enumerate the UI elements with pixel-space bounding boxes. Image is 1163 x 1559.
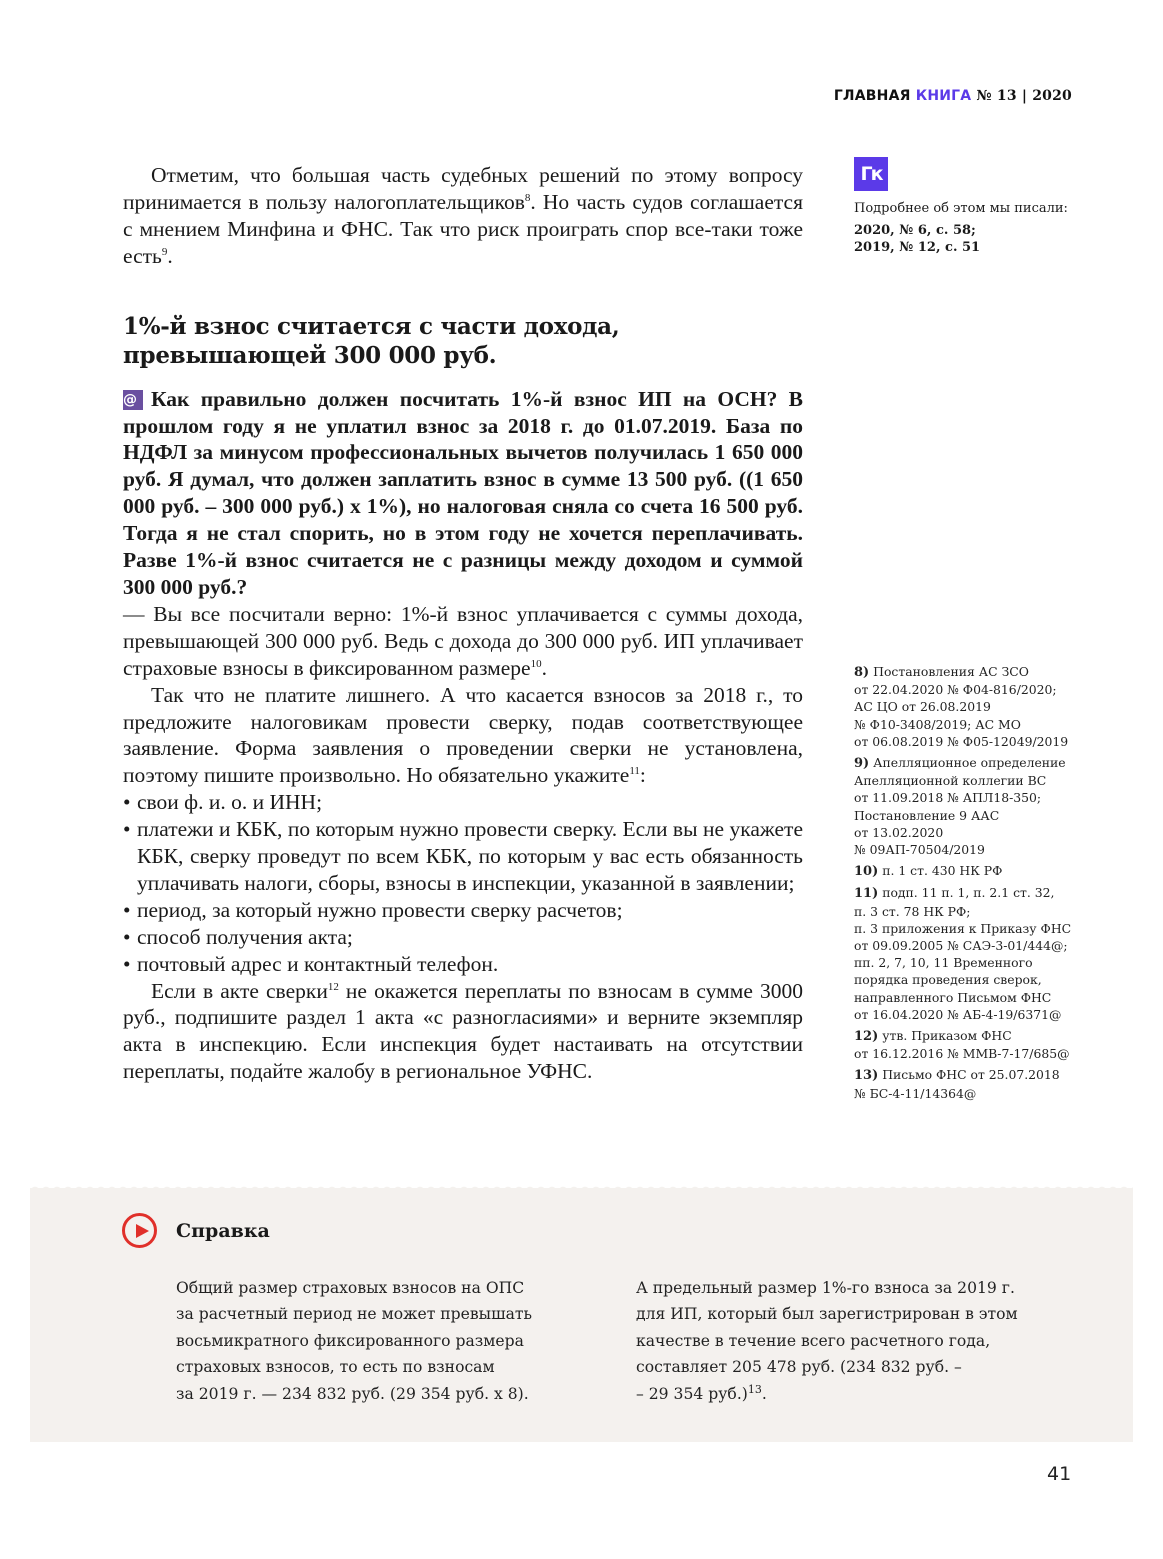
info-column-left [176,1275,576,1407]
footnote-ref[interactable]: 9 [161,245,168,258]
footnote [854,663,1074,750]
final-paragraph [123,978,803,1086]
email-at-icon: @ [123,390,143,410]
paragraph-text: Так что не платите лишнего. А что касается взносов за 2018 г., то предложите налоговикам провести сверку, подав соответствующее заявление. Форма заявления о проведении сверки не установлена, поэтому пишите произвольно. Но обязательно укажите [123,682,803,788]
intro-text: Отметим, что большая часть судебных решений по этому вопросу принимается в пользу налогоплательщиков [123,163,803,214]
paragraph-text: не окажется переплаты по взносам в сумме 3000 руб., подпишите раздел 1 акта «с разногласиями» и верните экземпляр акта в инспекцию. Если инспекция будет настаивать на отсутствии переплаты, подайте жалобу в региональное УФНС. [123,978,803,1084]
info-line-text: . [761,1384,767,1403]
footnote-line: пп. 2, 7, 10, 11 Временного [854,955,1033,971]
brand-name-part1: ГЛАВНАЯ [833,88,911,104]
footnote-line: Апелляционной коллегии ВС [854,773,1047,789]
footnote-line: Постановление 9 ААС [854,807,1000,823]
section-heading [123,312,803,370]
footnote-line: п. 1 ст. 430 НК РФ [882,863,1003,879]
paragraph-text: : [639,763,646,788]
footnote-line: от 09.09.2005 № САЭ-3-01/444@; [854,938,1068,954]
answer-text: . [541,655,547,680]
question-text: Как правильно должен посчитать 1%-й взнос ИП на ОСН? В прошлом году я не уплатил взнос за 2018 г. до 01.07.2019. База по НДФЛ за минусом профессиональных вычетов получилась 1 650 000 руб. Я думал, что должен заплатить взнос в сумме 13 500 руб. ((1 650 000 руб. – 300 000 руб.) х 1%), но налоговая сняла со счета 16 500 руб. Тогда я не стал спорить, но в этом году не хочется переплачивать. Разве 1%-й взнос считается не с разницы между доходом и суммой 300 000 руб.? [123,386,803,599]
info-line: за 2019 г. — 234 832 руб. (29 354 руб. х 8). [176,1384,529,1403]
footnote-line: п. 3 приложения к Приказу ФНС [854,920,1072,936]
intro-text: . [167,243,173,268]
info-line: А предельный размер 1%-го взноса за 2019 г. [636,1279,1015,1297]
footnote-ref[interactable]: 13 [747,1382,762,1396]
list-item: • платежи и КБК, по которым нужно провести сверку. Если вы не укажете КБК, сверку проведут по всем КБК, по которым у вас есть обязанность уплачивать налоги, сборы, взносы в инспекции, указанной в заявлении; [123,816,803,897]
footnote-ref[interactable]: 8 [524,191,531,204]
footnote-line: от 16.04.2020 № АБ-4-19/6371@ [854,1006,1062,1022]
list-item: • способ получения акта; [123,924,803,951]
footnote-line: от 06.08.2019 № Ф05-12049/2019 [854,733,1069,749]
info-line: для ИП, который был зарегистрирован в этом [636,1305,1018,1324]
footnote [854,884,1074,1023]
footnote-line: Постановления АС ЗСО [873,664,1029,679]
list-item: • почтовый адрес и контактный телефон. [123,951,803,978]
sidebar-reference [854,200,1074,256]
info-line: составляет 205 478 руб. (234 832 руб. – [636,1358,962,1377]
info-line: страховых взносов, то есть по взносам [176,1358,495,1377]
brand-name-part2: КНИГА [915,88,972,104]
info-line: качестве в течение всего расчетного года, [636,1331,991,1350]
footnote-line: подп. 11 п. 1, п. 2.1 ст. 32, [882,885,1055,901]
footnote-line: № БС-4-11/14364@ [854,1085,977,1101]
heading-line: 1%-й взнос считается с части дохода, [123,312,620,340]
footnote-line: утв. Приказом ФНС [882,1028,1012,1044]
info-line: за расчетный период не может превышать [176,1305,532,1324]
footnote-number: 10) [854,864,879,880]
footnote-line: от 22.04.2020 № Ф04-816/2020; [854,682,1057,698]
info-line: восьмикратного фиксированного размера [176,1331,524,1350]
footnotes [854,663,1074,1106]
info-line [636,1381,1056,1407]
page-number: 41 [1047,1463,1072,1485]
footnote-ref[interactable]: 12 [327,980,339,993]
footnote-line: направленного Письмом ФНС [854,989,1052,1005]
footnote-line: № Ф10-3408/2019; АС МО [854,716,1021,732]
reader-question [123,386,803,601]
gk-logo-icon: Гк [854,157,888,191]
answer-paragraph [123,601,803,682]
footnote [854,754,1074,858]
info-box [30,1188,1133,1442]
footnote-line: от 11.09.2018 № АПЛ18-350; [854,790,1042,806]
issue-number: № 13 | 2020 [976,88,1072,104]
footnote-line: от 16.12.2016 № ММВ-7-17/685@ [854,1046,1070,1062]
reference-link[interactable]: 2020, № 6, с. 58; [854,223,976,238]
footnote-line: Апелляционное определение [873,755,1066,771]
footnote-number: 9) [854,756,870,772]
article-body [123,162,803,1085]
info-line: Общий размер страховых взносов на ОПС [176,1279,525,1297]
answer-text: — Вы все посчитали верно: 1%-й взнос уплачивается с суммы дохода, превышающей 300 000 руб. Ведь с дохода до 300 000 руб. ИП уплачивает страховые взносы в фиксированном размере [123,601,803,680]
footnote [854,1066,1074,1101]
info-column-right [636,1275,1056,1407]
page-header [834,88,1072,104]
footnote-ref[interactable]: 10 [530,657,542,670]
paragraph-text: Если в акте сверки [151,978,328,1003]
footnote-line: АС ЦО от 26.08.2019 [854,699,991,715]
play-icon [122,1213,157,1248]
list-item: • период, за который нужно провести сверку расчетов; [123,897,803,924]
intro-text: . Но часть судов соглашается с мнением Минфина и ФНС. Так что риск проиграть спор все-таки тоже есть [123,189,803,268]
info-line-text: – 29 354 руб.) [636,1384,748,1403]
intro-paragraph [123,162,803,270]
footnote [854,862,1074,880]
footnote-number: 8) [854,665,870,680]
footnote-line: № 09АП-70504/2019 [854,842,985,858]
heading-line: превышающей 300 000 руб. [123,341,497,369]
footnote-number: 11) [854,886,879,902]
footnote-line: Письмо ФНС от 25.07.2018 [882,1067,1060,1083]
footnote-number: 12) [854,1029,879,1045]
footnote-ref[interactable]: 11 [629,765,640,778]
footnote-line: порядка проведения сверок, [854,972,1042,988]
reference-label: Подробнее об этом мы писали: [854,201,1068,216]
info-box-title: Справка [176,1220,270,1242]
footnote-line: от 13.02.2020 [854,824,944,840]
list-item: • свои ф. и. о. и ИНН; [123,789,803,816]
reference-link[interactable]: 2019, № 12, с. 51 [854,240,981,255]
footnote [854,1027,1074,1062]
requirements-list [123,789,803,977]
footnote-number: 13) [854,1068,879,1084]
reconciliation-paragraph [123,682,803,790]
footnote-line: п. 3 ст. 78 НК РФ; [854,903,971,919]
